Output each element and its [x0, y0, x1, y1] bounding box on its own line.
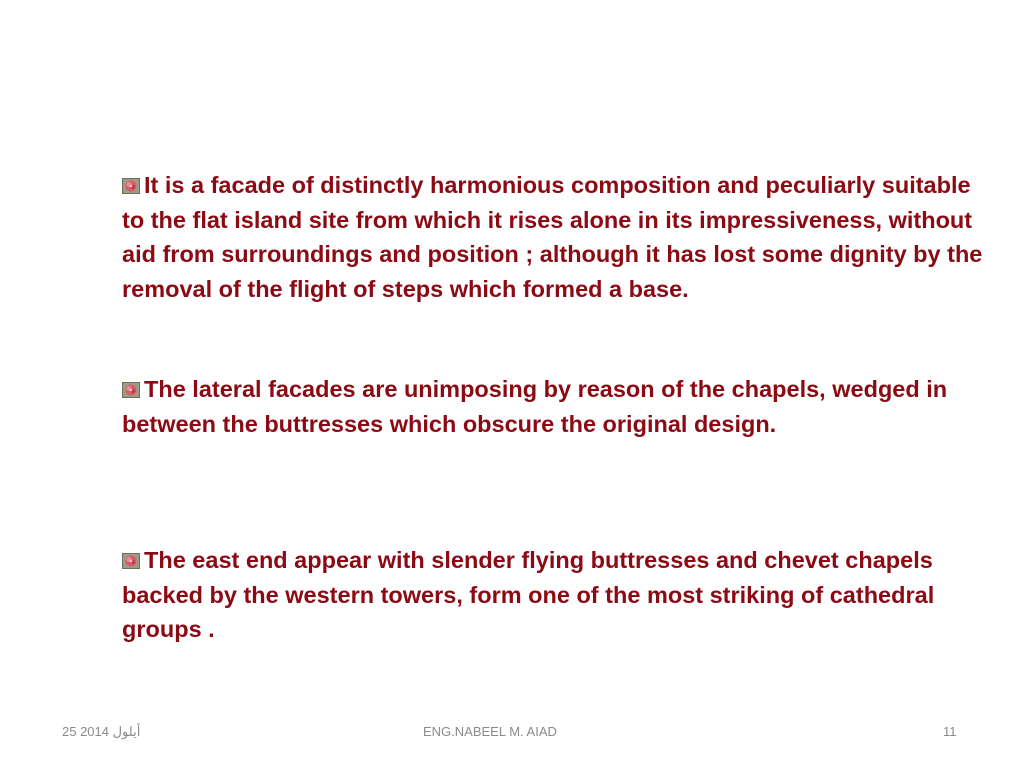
flower-bullet-icon [122, 553, 140, 569]
bullet-paragraph-3 [122, 543, 992, 647]
flower-bullet-icon [122, 178, 140, 194]
footer-date: 25 أيلول 2014 [62, 724, 141, 739]
bullet-text-1: It is a facade of distinctly harmonious composition and peculiarly suitable to the flat island site from which it rises alone in its impressiveness, without aid from surroundings and position ; although it has lost some dignity by the removal of the flight of steps which formed a base. [122, 172, 983, 302]
footer-author: ENG.NABEEL M. AIAD [423, 724, 557, 739]
bullet-text-3: The east end appear with slender flying buttresses and chevet chapels backed by the western towers, form one of the most striking of cathedral groups . [122, 547, 935, 642]
flower-bullet-icon [122, 382, 140, 398]
bullet-text-2: The lateral facades are unimposing by reason of the chapels, wedged in between the buttresses which obscure the original design. [122, 376, 948, 437]
footer-page-number: 11 [943, 724, 957, 739]
bullet-paragraph-2 [122, 372, 992, 441]
bullet-paragraph-1 [122, 168, 992, 306]
